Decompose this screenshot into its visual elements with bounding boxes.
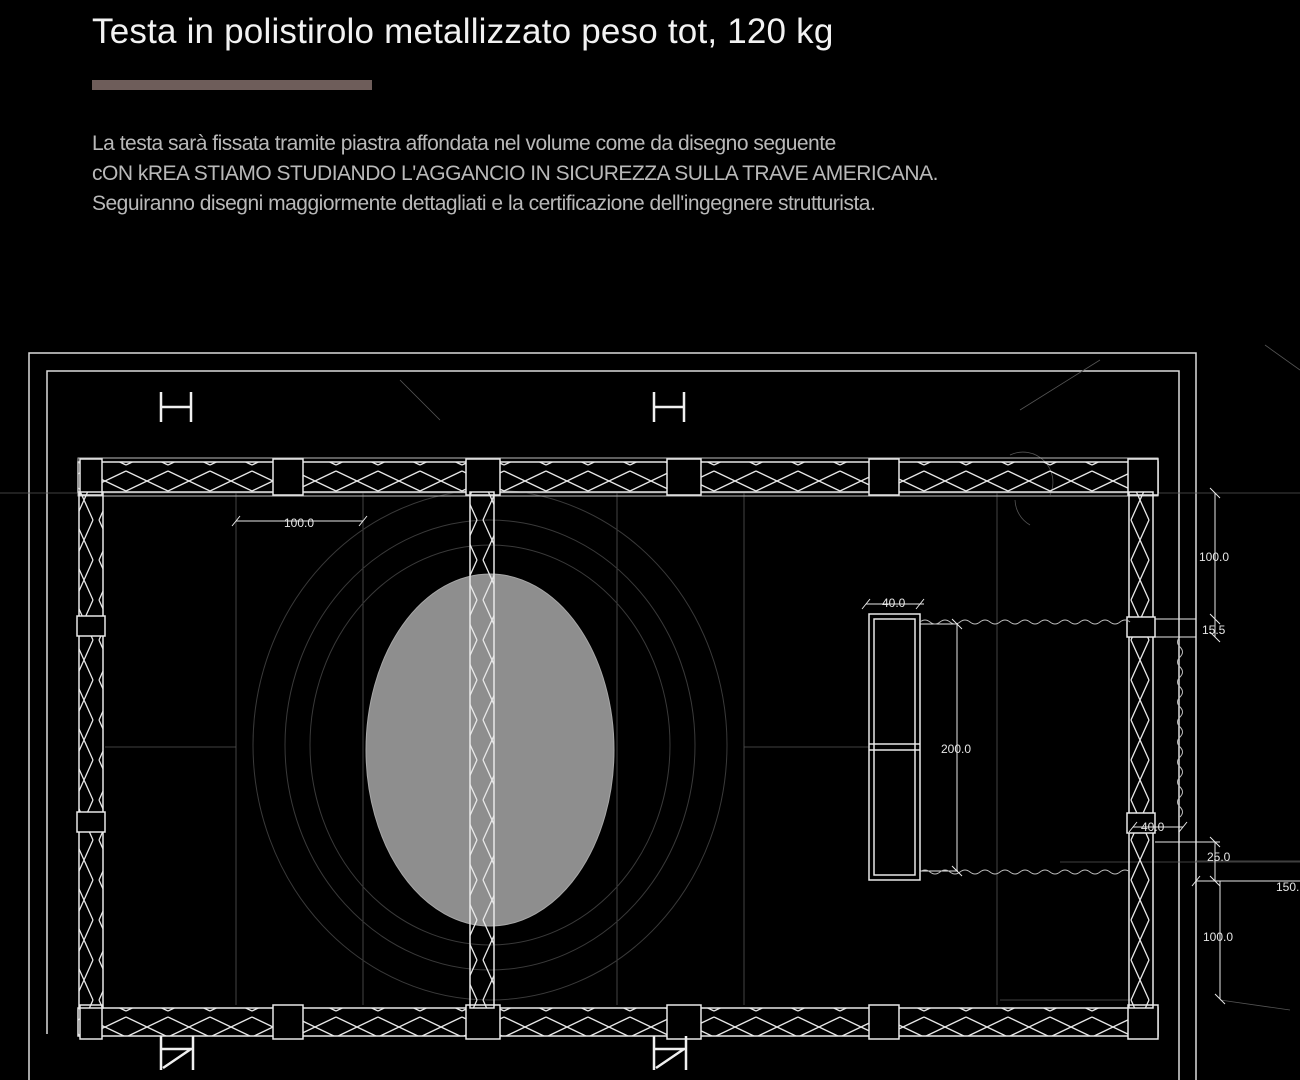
construction-lines	[0, 345, 1300, 1010]
description-line-3: Seguiranno disegni maggiormente dettagliati e la certificazione dell'ingegnere strutturista.	[92, 192, 876, 215]
dim-right-offset: 25.0	[1207, 850, 1231, 864]
description-line-2: cON kREA STIAMO STUDIANDO L'AGGANCIO IN SICUREZZA SULLA TRAVE AMERICANA.	[92, 162, 938, 185]
dim-right-far: 150.	[1276, 880, 1300, 894]
truss-right	[1127, 492, 1155, 1008]
dim-top-span: 100.0	[284, 516, 315, 530]
dim-panel-height: 200.0	[941, 742, 972, 756]
truss-left	[77, 492, 105, 1008]
dim-right-depth: 40.0	[1141, 820, 1165, 834]
dim-panel-width: 40.0	[882, 596, 906, 610]
page-title: Testa in polistirolo metallizzato peso tot, 120 kg	[92, 12, 834, 51]
truss-top	[78, 458, 1158, 496]
truss-bottom	[78, 1005, 1158, 1039]
truss-center	[470, 492, 494, 1008]
dim-right-gap: 15.5	[1202, 623, 1226, 637]
dim-right-upper: 100.0	[1199, 550, 1230, 564]
description-line-1: La testa sarà fissata tramite piastra affondata nel volume come da disegno seguente	[92, 132, 836, 155]
dim-right-lower: 100.0	[1203, 930, 1234, 944]
